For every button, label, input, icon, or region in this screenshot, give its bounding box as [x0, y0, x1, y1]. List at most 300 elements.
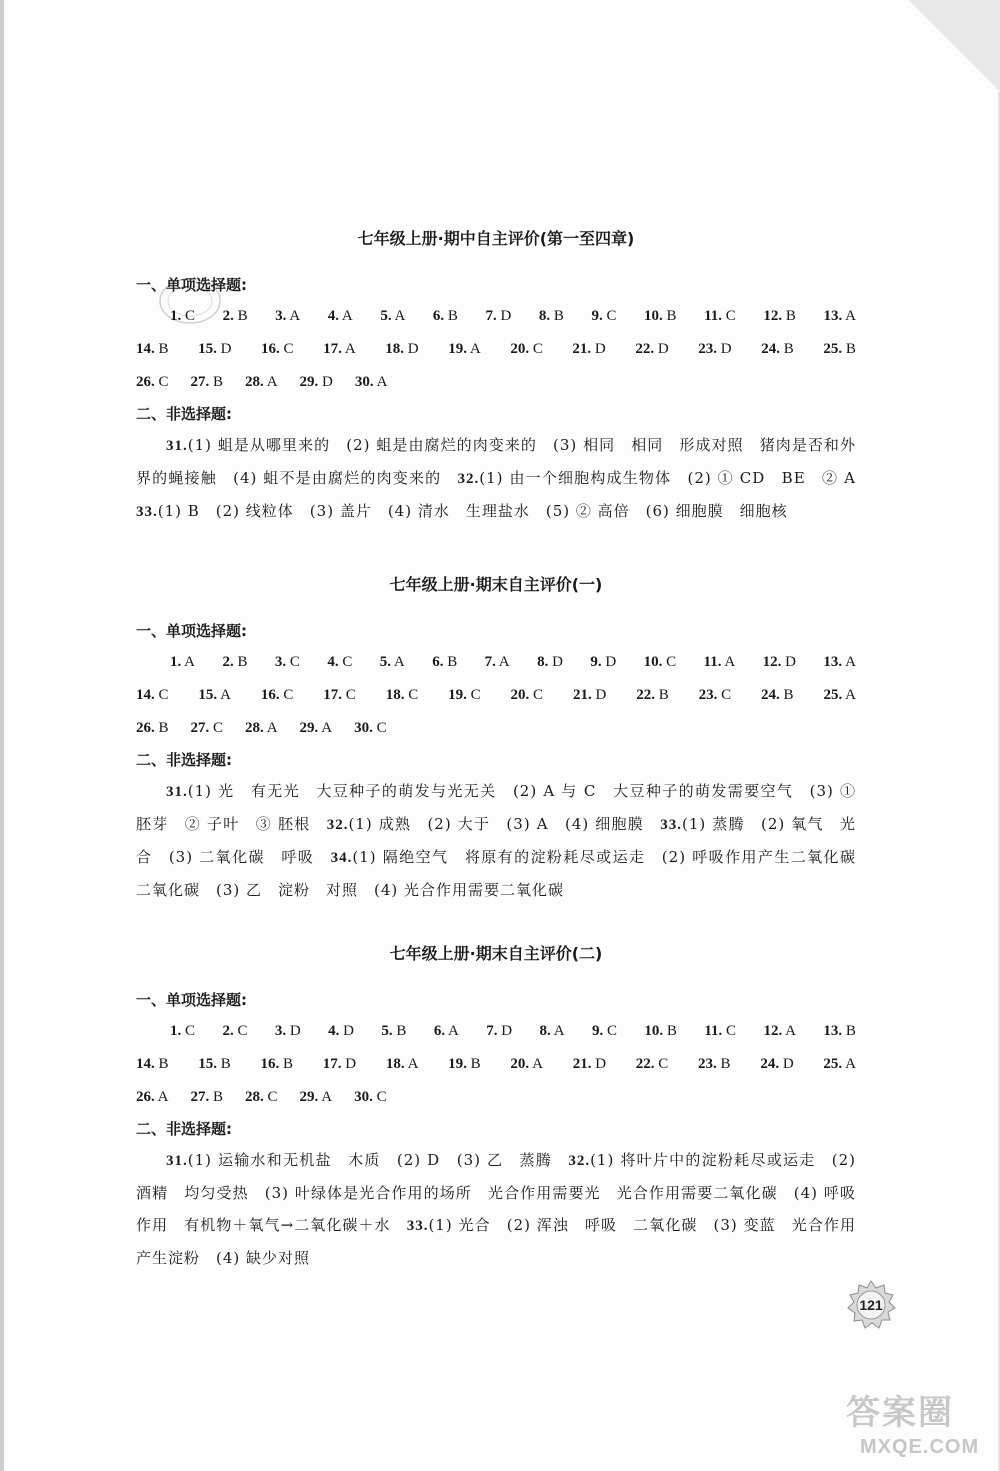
mc-answer-item	[327, 646, 352, 679]
nonmc-heading: 二、非选择题:	[136, 1120, 232, 1138]
mc-answer-item	[222, 646, 247, 679]
question-number: 8.	[538, 308, 551, 324]
question-number: 20.	[510, 1056, 530, 1072]
mc-answer-item	[223, 300, 248, 333]
answer-letter: C	[722, 1023, 737, 1039]
question-number: 3.	[274, 1023, 287, 1039]
question-number: 1.	[170, 1023, 182, 1039]
mc-answer-item	[323, 333, 356, 366]
answer-letter: D	[497, 1023, 513, 1039]
question-number: 17.	[323, 341, 342, 357]
question-number: 12.	[763, 1023, 783, 1039]
answer-letter: C	[602, 308, 617, 324]
mc-answer-item	[328, 300, 353, 333]
question-number: 11.	[704, 308, 723, 324]
section-title: 七年级上册·期末自主评价(一)	[389, 575, 603, 594]
question-number: 30.	[354, 374, 374, 390]
answer-letter: A	[550, 1023, 565, 1039]
answer-letter: B	[779, 341, 794, 357]
answer-letter: B	[782, 308, 796, 324]
answer-letter: C	[372, 1089, 387, 1105]
answer-letter: B	[662, 308, 677, 324]
answer-letter: C	[338, 654, 353, 670]
answer-letter: B	[842, 1023, 856, 1039]
mc-answer-item	[704, 1015, 736, 1048]
answer-letter: B	[209, 374, 224, 390]
question-number: 8.	[537, 654, 549, 670]
nonmc-answers	[136, 1144, 856, 1274]
mc-answer-item	[198, 679, 231, 712]
watermark-logo: 答案圈	[846, 1393, 954, 1433]
answer-letter: C	[603, 1023, 617, 1039]
answer-letter: A	[842, 308, 856, 324]
question-number: 19.	[448, 687, 467, 703]
answer-letter: A	[318, 1089, 333, 1105]
mc-answer-item	[823, 300, 856, 333]
answer-letter: D	[339, 1023, 354, 1039]
answer-letter: D	[341, 1056, 357, 1072]
answer-text: (1) 光合 (2) 浑浊 呼吸 二氧化碳 (3) 变蓝 光合作用产生淀粉 (4) 缺少对照	[136, 1216, 856, 1267]
answer-letter: A	[782, 1023, 796, 1039]
answer-text: (1) B (2) 线粒体 (3) 盖片 (4) 清水 生理盐水 (5) ② 高倍 (6) 细胞膜 细胞核	[157, 502, 788, 520]
mc-heading: 一、单项选择题:	[136, 991, 247, 1009]
mc-answer-item	[198, 1048, 231, 1081]
question-number: 28.	[245, 374, 264, 390]
question-number: 31.	[166, 1153, 188, 1169]
answer-letter: C	[466, 687, 481, 703]
question-number: 14.	[136, 687, 155, 703]
question-number: 9.	[590, 654, 602, 670]
question-number: 4.	[328, 1023, 340, 1039]
mc-answer-item	[275, 300, 300, 333]
answer-text: (1) 隔绝空气 将原有的淀粉耗尽或运走 (2) 呼吸作用产生二氧化碳 二氧化碳 (3) 乙 淀粉 对照 (4) 光合作用需要二氧化碳	[136, 848, 872, 899]
mc-answer-item	[354, 712, 387, 745]
mc-answer-item	[191, 366, 224, 399]
answer-text: (1) 蒸腾 (2) 氧气 光合 (3) 二氧化碳 呼吸	[136, 815, 856, 866]
answer-letter: D	[591, 341, 606, 357]
answer-letter: A	[338, 308, 353, 324]
question-number: 15.	[198, 341, 217, 357]
mc-answer-item	[636, 1048, 669, 1081]
mc-answer-item	[573, 679, 606, 712]
question-number: 13.	[823, 308, 843, 324]
mc-row	[136, 646, 856, 679]
question-number: 29.	[299, 374, 319, 390]
mc-answer-item	[261, 333, 294, 366]
answer-letter: C	[404, 687, 419, 703]
mc-answer-item	[763, 1015, 796, 1048]
answer-letter: D	[601, 654, 617, 670]
answer-letter: D	[286, 1023, 301, 1039]
mc-answer-item	[823, 646, 856, 679]
mc-answer-item	[448, 333, 481, 366]
answer-letter: B	[466, 1056, 481, 1072]
mc-answer-item	[380, 300, 405, 333]
question-number: 17.	[323, 687, 343, 703]
question-number: 34.	[330, 850, 353, 866]
mc-answer-item	[191, 712, 224, 745]
question-number: 9.	[591, 308, 603, 324]
question-number: 10.	[644, 1023, 664, 1039]
mc-heading: 一、单项选择题:	[136, 622, 247, 640]
mc-answer-item	[222, 1015, 247, 1048]
question-number: 33.	[660, 817, 682, 833]
question-number: 19.	[448, 1056, 467, 1072]
question-number: 7.	[485, 308, 497, 324]
answer-letter: B	[654, 687, 669, 703]
mc-answer-item	[432, 646, 457, 679]
mc-answer-item	[245, 712, 278, 745]
mc-answer-item	[635, 333, 668, 366]
question-number: 6.	[432, 308, 445, 324]
answer-letter: A	[181, 654, 196, 670]
mc-row	[136, 1081, 856, 1114]
mc-answer-item	[644, 300, 677, 333]
answer-letter: D	[318, 374, 333, 390]
mc-answers	[136, 1015, 856, 1114]
question-number: 12.	[763, 308, 783, 324]
answer-text: (1) 运输水和无机盐 木质 (2) D (3) 乙 蒸腾	[187, 1151, 569, 1169]
question-number: 12.	[762, 654, 782, 670]
mc-answer-item	[170, 646, 195, 679]
question-number: 2.	[222, 1023, 234, 1039]
answer-letter: A	[341, 341, 356, 357]
mc-answer-item	[170, 1015, 195, 1048]
mc-answer-item	[572, 333, 605, 366]
mc-answer-item	[136, 366, 169, 399]
nonmc-answers	[136, 429, 872, 528]
answer-letter: B	[443, 654, 458, 670]
answer-letter: A	[391, 308, 406, 324]
mc-row	[136, 679, 856, 712]
mc-row	[136, 712, 856, 745]
answer-letter: C	[717, 687, 732, 703]
answer-letter: B	[233, 308, 248, 324]
mc-answer-item	[573, 1048, 606, 1081]
answer-letter: A	[495, 654, 510, 670]
mc-answer-item	[275, 646, 300, 679]
question-number: 28.	[245, 1089, 264, 1105]
mc-answer-item	[323, 1048, 356, 1081]
question-number: 31.	[166, 438, 188, 454]
question-number: 2.	[222, 654, 234, 670]
answer-letter: A	[263, 374, 278, 390]
question-number: 2.	[222, 308, 234, 324]
mc-answer-item	[761, 333, 794, 366]
answer-letter: C	[279, 341, 294, 357]
mc-heading: 一、单项选择题:	[136, 276, 247, 294]
nonmc-heading: 二、非选择题:	[136, 751, 232, 769]
question-number: 23.	[698, 687, 718, 703]
mc-answer-item	[510, 333, 543, 366]
mc-answer-item	[323, 679, 356, 712]
question-number: 20.	[510, 687, 530, 703]
question-number: 17.	[322, 1056, 342, 1072]
answer-letter: A	[842, 1056, 856, 1072]
mc-row	[136, 1015, 856, 1048]
question-number: 6.	[432, 654, 444, 670]
mc-answer-item	[275, 1015, 301, 1048]
mc-row	[136, 333, 856, 366]
mc-answer-item	[300, 712, 333, 745]
mc-answer-item	[170, 300, 195, 333]
mc-answer-item	[433, 300, 458, 333]
question-number: 15.	[198, 1056, 218, 1072]
answer-letter: A	[842, 654, 856, 670]
mc-answer-item	[385, 333, 418, 366]
question-number: 32.	[457, 471, 480, 487]
answer-letter: B	[716, 1056, 731, 1072]
question-number: 22.	[635, 1056, 655, 1072]
answer-letter: A	[404, 1056, 419, 1072]
answer-letter: D	[216, 341, 232, 357]
mc-answer-item	[434, 1015, 459, 1048]
mc-answer-item	[485, 646, 510, 679]
answer-letter: A	[445, 1023, 459, 1039]
mc-answer-item	[644, 646, 677, 679]
question-number: 10.	[644, 308, 663, 324]
section-title: 七年级上册·期末自主评价(二)	[389, 944, 603, 963]
mc-answer-item	[486, 1015, 512, 1048]
mc-answer-item	[540, 1015, 565, 1048]
mc-answer-item	[760, 1048, 793, 1081]
mc-answer-item	[261, 679, 294, 712]
question-number: 18.	[385, 1056, 405, 1072]
question-number: 14.	[136, 341, 155, 357]
mc-answer-item	[704, 300, 736, 333]
mc-answer-item	[328, 1015, 354, 1048]
answer-letter: C	[722, 308, 736, 324]
section-midterm	[136, 226, 872, 528]
answer-letter: D	[717, 341, 732, 357]
mc-row	[136, 1048, 856, 1081]
mc-row	[136, 366, 856, 399]
answer-letter: A	[529, 1056, 543, 1072]
nonmc-heading: 二、非选择题:	[136, 405, 232, 423]
question-number: 13.	[823, 654, 843, 670]
mc-answer-item	[381, 1015, 406, 1048]
question-number: 24.	[760, 1056, 780, 1072]
mc-answer-item	[636, 679, 669, 712]
question-number: 21.	[572, 1056, 592, 1072]
mc-answer-item	[644, 1015, 677, 1048]
mc-answer-item	[704, 646, 736, 679]
answer-letter: B	[209, 1089, 224, 1105]
mc-answer-item	[823, 1015, 856, 1048]
mc-answer-item	[245, 366, 278, 399]
answer-letter: D	[496, 308, 512, 324]
answer-letter: A	[373, 374, 388, 390]
answer-letter: D	[591, 687, 607, 703]
question-number: 14.	[136, 1056, 155, 1072]
question-number: 18.	[385, 687, 405, 703]
answer-letter: B	[779, 687, 794, 703]
answer-letter: C	[233, 1023, 248, 1039]
question-number: 30.	[354, 720, 373, 736]
question-number: 3.	[275, 308, 287, 324]
section-title: 七年级上册·期中自主评价(第一至四章)	[357, 229, 635, 248]
mc-answers	[136, 300, 856, 399]
question-number: 16.	[261, 341, 280, 357]
answer-letter: A	[318, 720, 333, 736]
mc-answer-item	[448, 1048, 481, 1081]
answer-text: (1) 将叶片中的淀粉耗尽或运走 (2) 酒精 均匀受热 (3) 叶绿体是光合作用的场所 光合作用需要光 光合作用需要二氧化碳 (4) 呼吸作用 有机物＋氧气→二氧化碳＋水	[136, 1151, 857, 1234]
page-left-edge	[0, 0, 4, 1471]
answer-letter: D	[779, 1056, 794, 1072]
mc-answer-item	[761, 679, 794, 712]
question-number: 7.	[484, 654, 496, 670]
answer-letter: D	[591, 1056, 607, 1072]
mc-answer-item	[355, 366, 388, 399]
question-number: 21.	[572, 687, 592, 703]
answer-letter: C	[342, 687, 356, 703]
answer-letter: B	[154, 341, 169, 357]
answer-letter: A	[154, 1089, 169, 1105]
section-final-2	[136, 941, 856, 1274]
answer-letter: C	[181, 1023, 196, 1039]
question-number: 5.	[379, 654, 391, 670]
answer-letter: C	[209, 720, 224, 736]
mc-answer-item	[136, 333, 169, 366]
mc-answer-item	[823, 679, 856, 712]
question-number: 30.	[354, 1089, 373, 1105]
question-number: 9.	[591, 1023, 604, 1039]
question-number: 25.	[823, 341, 843, 357]
answer-letter: C	[529, 341, 543, 357]
watermark-url: MXQE.COM	[860, 1436, 980, 1458]
mc-answer-item	[590, 646, 616, 679]
answer-letter: D	[404, 341, 419, 357]
question-number: 11.	[704, 1023, 723, 1039]
question-number: 29.	[299, 1089, 319, 1105]
mc-answer-item	[592, 1015, 617, 1048]
question-number: 6.	[433, 1023, 446, 1039]
question-number: 15.	[198, 687, 218, 703]
question-number: 23.	[698, 1056, 717, 1072]
answer-letter: C	[662, 654, 677, 670]
question-number: 26.	[136, 1089, 155, 1105]
question-number: 13.	[823, 1023, 843, 1039]
mc-answer-item	[380, 646, 405, 679]
question-number: 4.	[327, 654, 339, 670]
answer-letter: C	[372, 720, 387, 736]
mc-answer-item	[386, 1048, 419, 1081]
mc-answer-item	[136, 1081, 169, 1114]
question-number: 3.	[274, 654, 287, 670]
question-number: 26.	[136, 720, 155, 736]
answer-letter: A	[842, 687, 856, 703]
mc-answer-item	[136, 712, 169, 745]
mc-answer-item	[136, 1048, 169, 1081]
answer-letter: B	[279, 1056, 294, 1072]
answer-letter: C	[263, 1089, 278, 1105]
mc-answer-item	[261, 1048, 294, 1081]
question-number: 20.	[510, 341, 530, 357]
mc-answer-item	[300, 366, 333, 399]
mc-answer-item	[591, 300, 616, 333]
mc-answer-item	[485, 300, 511, 333]
mc-answer-item	[354, 1081, 387, 1114]
mc-answer-item	[539, 300, 564, 333]
mc-answer-item	[823, 1048, 856, 1081]
question-number: 23.	[698, 341, 718, 357]
mc-answer-item	[198, 333, 231, 366]
answer-letter: B	[842, 341, 856, 357]
answer-letter: A	[391, 654, 405, 670]
folded-corner	[908, 0, 1000, 92]
question-number: 16.	[260, 687, 280, 703]
question-number: 1.	[170, 654, 182, 670]
question-number: 26.	[136, 374, 155, 390]
mc-answers	[136, 646, 856, 745]
page-number: 121	[859, 1297, 883, 1313]
mc-answer-item	[511, 679, 544, 712]
answer-letter: D	[781, 654, 796, 670]
nonmc-answers	[136, 775, 872, 906]
question-number: 25.	[823, 687, 843, 703]
mc-answer-item	[763, 300, 796, 333]
answer-letter: D	[654, 341, 669, 357]
question-number: 11.	[703, 654, 722, 670]
question-number: 33.	[406, 1218, 429, 1234]
question-number: 5.	[380, 308, 392, 324]
mc-answer-item	[245, 1081, 278, 1114]
answer-letter: B	[154, 1056, 169, 1072]
question-number: 31.	[166, 784, 188, 800]
mc-row	[136, 300, 856, 333]
answer-letter: C	[154, 687, 169, 703]
question-number: 32.	[326, 817, 349, 833]
answer-letter: B	[550, 308, 564, 324]
answer-letter: C	[279, 687, 294, 703]
mc-answer-item	[698, 1048, 731, 1081]
mc-answer-item	[448, 679, 481, 712]
question-number: 5.	[381, 1023, 393, 1039]
question-number: 33.	[136, 504, 158, 520]
question-number: 7.	[486, 1023, 498, 1039]
question-number: 24.	[761, 341, 780, 357]
answer-letter: D	[548, 654, 563, 670]
question-number: 19.	[448, 341, 467, 357]
mc-answer-item	[136, 679, 169, 712]
question-number: 1.	[170, 308, 182, 324]
question-number: 27.	[190, 720, 210, 736]
answer-letter: C	[529, 687, 544, 703]
answer-letter: B	[217, 1056, 231, 1072]
answer-letter: C	[654, 1056, 669, 1072]
question-number: 21.	[572, 341, 592, 357]
question-number: 28.	[245, 720, 264, 736]
answer-letter: C	[286, 654, 300, 670]
answer-letter: A	[286, 308, 301, 324]
question-number: 25.	[823, 1056, 843, 1072]
mc-answer-item	[300, 1081, 333, 1114]
question-number: 32.	[568, 1153, 591, 1169]
answer-letter: B	[233, 654, 248, 670]
section-final-1	[136, 572, 872, 906]
answer-text: (1) 成熟 (2) 大于 (3) A (4) 细胞膜	[348, 815, 661, 833]
question-number: 24.	[761, 687, 780, 703]
mc-answer-item	[191, 1081, 224, 1114]
answer-text: (1) 由一个细胞构成生物体 (2) ① CD BE ② A	[479, 469, 872, 487]
mc-answer-item	[537, 646, 563, 679]
mc-answer-item	[386, 679, 419, 712]
question-number: 22.	[636, 687, 655, 703]
answer-letter: A	[466, 341, 481, 357]
answer-letter: B	[392, 1023, 407, 1039]
page-number-badge	[846, 1280, 896, 1330]
question-number: 10.	[643, 654, 663, 670]
